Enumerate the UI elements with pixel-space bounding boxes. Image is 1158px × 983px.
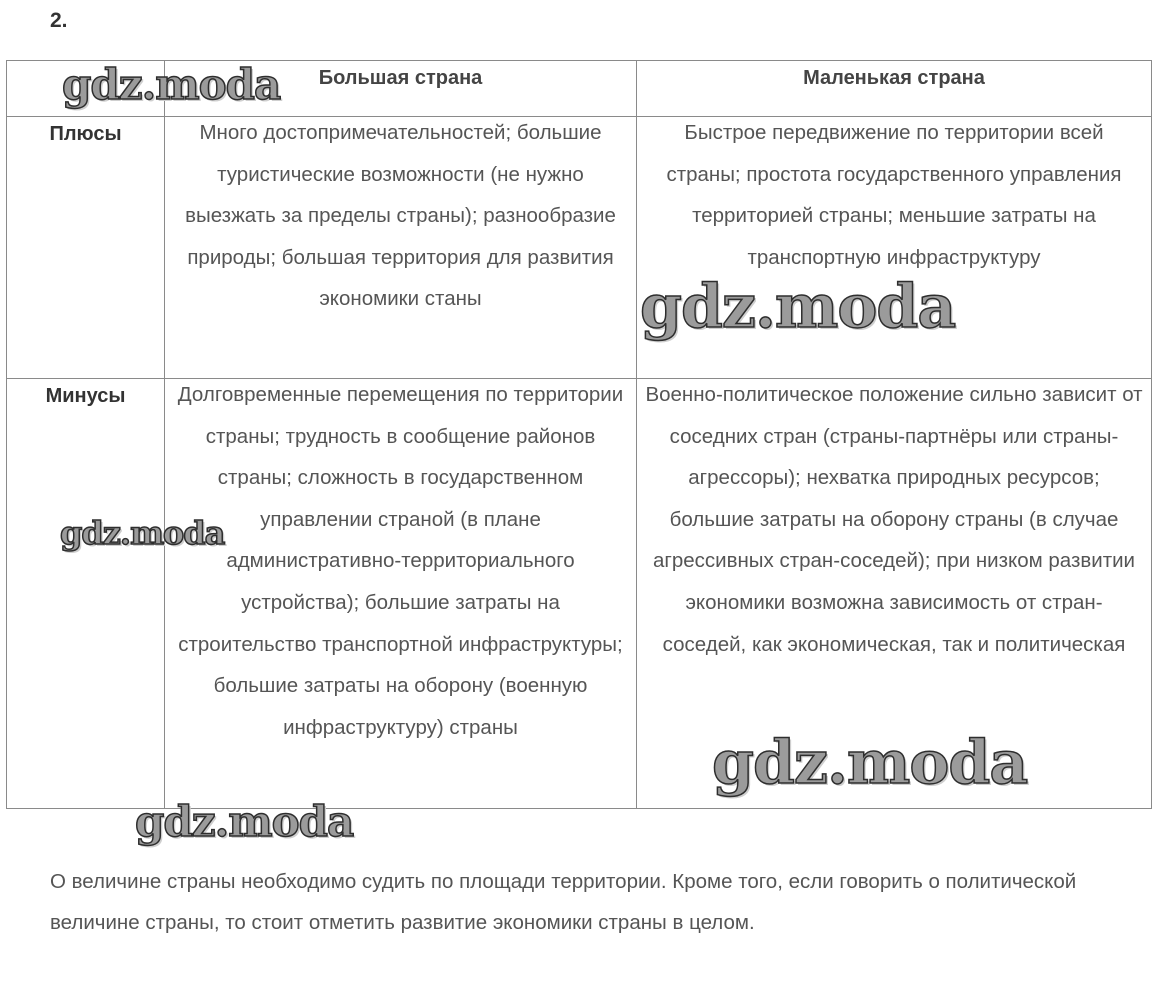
header-big-country: Большая страна xyxy=(165,61,637,117)
pluses-big-country-cell xyxy=(165,117,637,379)
minuses-small-country-text: Военно-политическое положение сильно зависит от соседних стран (страны-партнёры или страны-агрессоры); нехватка природных ресурсов; большие затраты на оборону страны (в случае агрессивных стран-соседей); при низком развитии экономики возможна зависимость от стран-соседей, как экономическая, так и политическая xyxy=(645,383,1143,656)
minuses-big-country-cell xyxy=(165,379,637,809)
watermark-logo: gdz.moda xyxy=(60,514,225,552)
header-small-country: Маленькая страна xyxy=(637,61,1152,117)
task-number: 2. xyxy=(50,9,68,32)
minuses-big-country-text: Долговременные перемещения по территории страны; трудность в сообщение районов страны; сложность в государственном управлении страной (в плане административно-территориального устройства); большие затраты на строительство транспортной инфраструктуры; большие затраты на оборону (военную инфраструктуру) страны xyxy=(177,383,624,739)
pluses-big-country-text: Много достопримечательностей; большие туристические возможности (не нужно выезжать за пределы страны); разнообразие природы; большая территория для развития экономики станы xyxy=(185,121,616,311)
row-label-minuses: Минусы xyxy=(7,379,165,809)
comparison-table xyxy=(6,60,1152,809)
conclusion-paragraph: О величине страны необходимо судить по площади территории. Кроме того, если говорить о политической величине страны, то стоит отметить развитие экономики страны в целом. xyxy=(50,870,1077,934)
watermark-logo: gdz.moda xyxy=(640,272,956,342)
row-label-pluses: Плюсы xyxy=(7,117,165,379)
watermark-logo: gdz.moda xyxy=(62,60,281,109)
watermark-logo: gdz.moda xyxy=(135,797,354,846)
watermark-logo: gdz.moda xyxy=(712,728,1028,798)
pluses-small-country-text: Быстрое передвижение по территории всей страны; простота государственного управления территорией страны; меньшие затраты на транспортную инфраструктуру xyxy=(666,121,1122,269)
table-row-pluses xyxy=(7,117,1152,379)
